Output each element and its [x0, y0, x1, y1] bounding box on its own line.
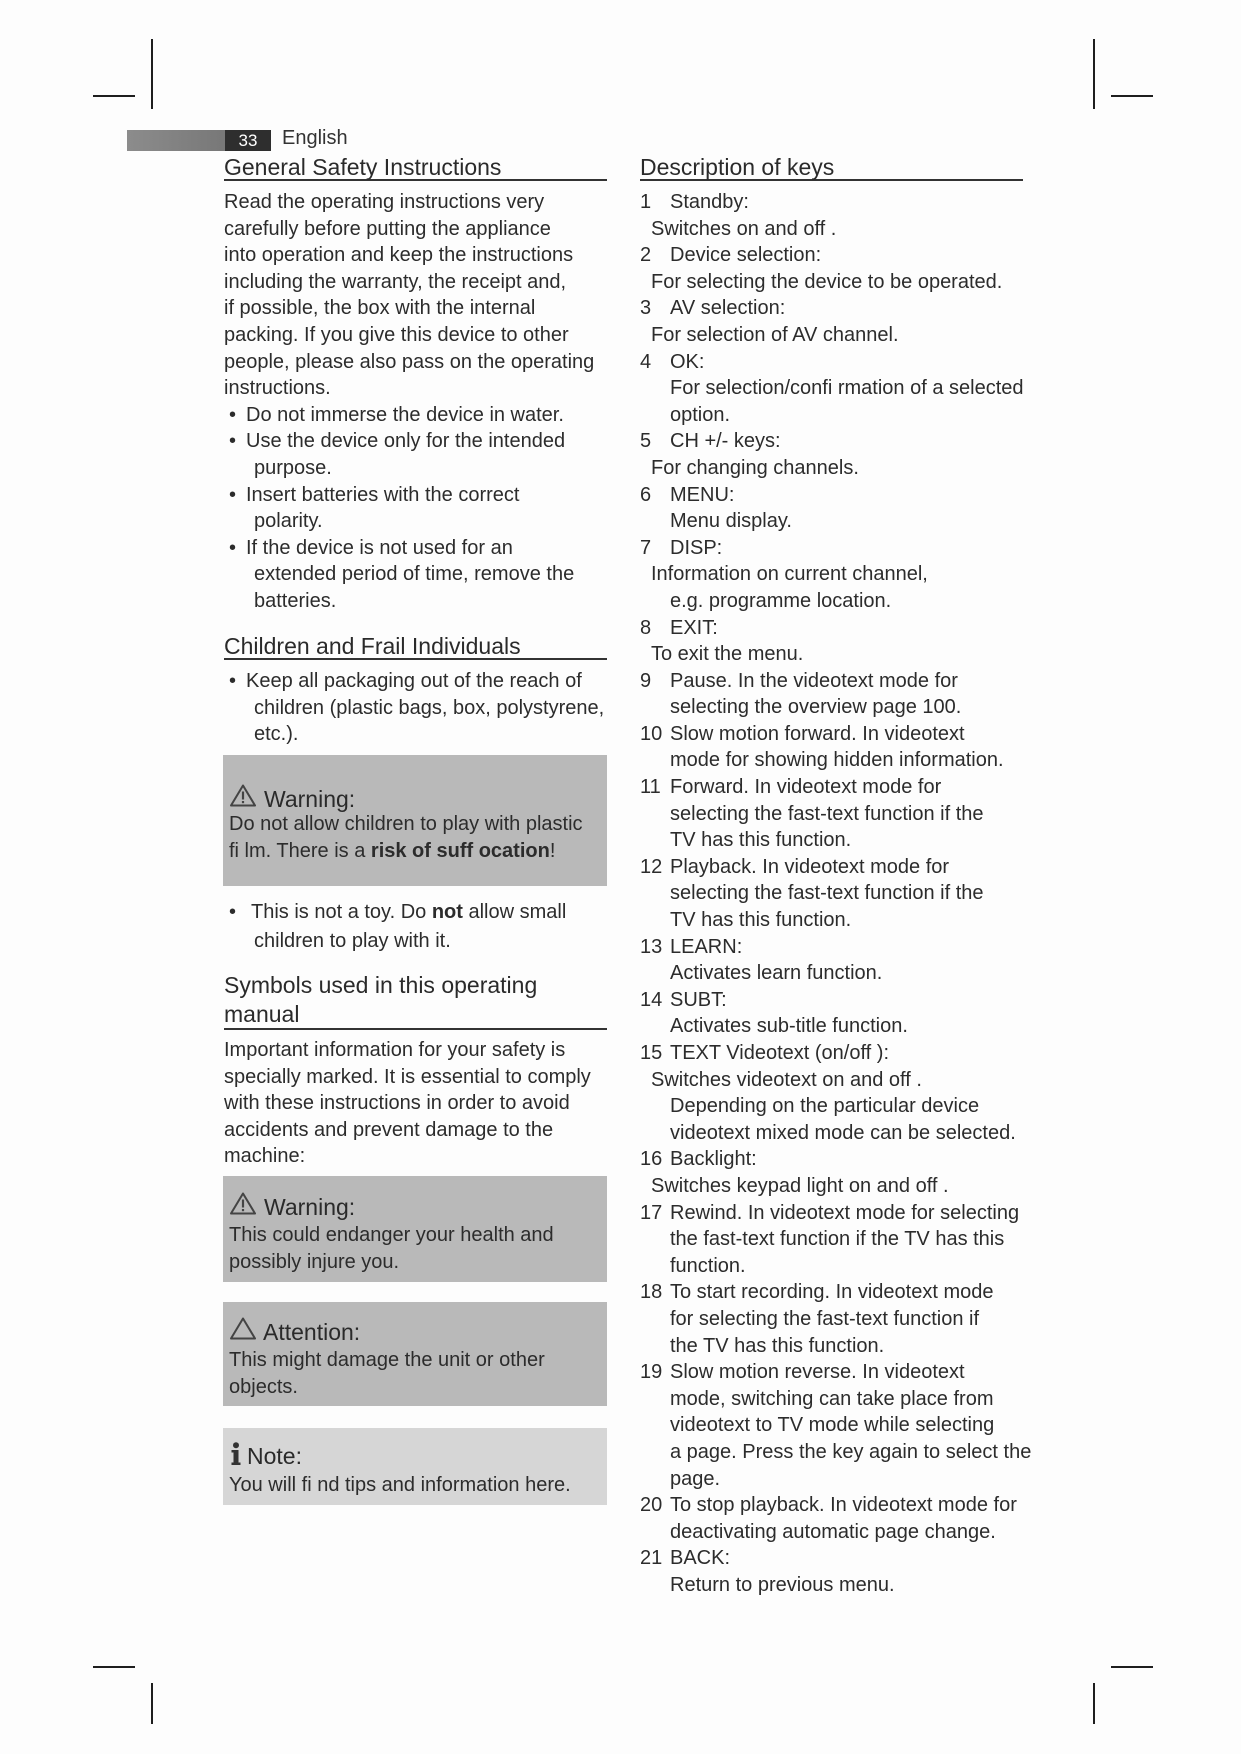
crop-mark — [151, 1683, 153, 1724]
bullet-text: This is not a toy. Do — [251, 901, 432, 923]
key-line — [640, 242, 1070, 269]
note-title: Note: — [247, 1443, 302, 1469]
key-description: page. — [670, 1467, 721, 1490]
key-number: 20 — [640, 1494, 663, 1517]
attention-symbol-box — [223, 1302, 607, 1406]
paragraph-line: Important information for your safety is — [224, 1039, 566, 1061]
key-item — [640, 189, 1070, 242]
bullet-symbol: • — [229, 901, 237, 923]
section-heading-symbols — [224, 971, 607, 1030]
bullet-item — [224, 482, 607, 509]
key-label: Pause. In the videotext mode for — [670, 669, 958, 692]
key-description: Switches videotext on and off . — [651, 1068, 922, 1091]
page-number: 33 — [225, 130, 271, 151]
key-number: 11 — [640, 776, 661, 799]
crop-mark — [1111, 95, 1153, 97]
section-heading-children: Children and Frail Individuals — [224, 633, 607, 660]
key-description: Return to previous menu. — [670, 1573, 895, 1596]
bullet-symbol: • — [229, 536, 237, 559]
key-description: videotext mixed mode can be selected. — [670, 1121, 1016, 1144]
key-number: 6 — [640, 483, 652, 506]
heading-line: Symbols used in this operating — [224, 972, 538, 998]
key-description: option. — [670, 403, 731, 426]
key-description: a page. Press the key again to select the — [670, 1440, 1032, 1463]
key-number: 19 — [640, 1361, 663, 1384]
key-label: To start recording. In videotext mode — [670, 1281, 994, 1304]
key-description: Switches keypad light on and off . — [651, 1174, 949, 1197]
key-label: OK: — [670, 350, 705, 373]
note-symbol-box — [223, 1428, 607, 1505]
key-line — [640, 615, 1070, 642]
section-heading-keys: Description of keys — [640, 154, 1023, 181]
key-label: Playback. In videotext mode for — [670, 855, 950, 878]
paragraph-line: including the warranty, the receipt and, — [224, 270, 567, 293]
bullet-item — [224, 668, 607, 695]
crop-mark — [1093, 39, 1095, 109]
bullet-text: etc.). — [254, 723, 299, 746]
bullet-symbol: • — [229, 403, 237, 426]
bullet-item — [224, 428, 607, 455]
key-number: 9 — [640, 669, 652, 692]
key-number: 14 — [640, 988, 663, 1011]
warning-triangle-icon — [230, 784, 256, 812]
key-item — [640, 854, 1070, 934]
bullet-item — [224, 402, 607, 429]
crop-mark — [1111, 1666, 1153, 1668]
key-number: 12 — [640, 855, 663, 878]
key-number: 4 — [640, 350, 652, 373]
key-label: Slow motion forward. In videotext — [670, 722, 965, 745]
attention-line: objects. — [229, 1375, 298, 1398]
bullet-text: Keep all packaging out of the reach of — [246, 670, 582, 692]
key-line — [640, 1200, 1070, 1227]
key-line — [640, 1279, 1070, 1306]
language-label: English — [282, 127, 348, 149]
key-description: the TV has this function. — [670, 1334, 885, 1357]
key-line — [640, 1040, 1070, 1067]
key-label: To stop playback. In videotext mode for — [670, 1494, 1017, 1517]
attention-line: This might damage the unit or other — [229, 1349, 545, 1371]
key-description: function. — [670, 1254, 746, 1277]
key-line — [640, 854, 1070, 881]
bullet-symbol: • — [229, 483, 237, 506]
key-item — [640, 1279, 1070, 1359]
attention-title: Attention: — [263, 1319, 361, 1345]
key-description: Activates sub-title function. — [670, 1015, 908, 1038]
key-item — [640, 428, 1070, 481]
warning-triangle-icon — [230, 1192, 256, 1220]
key-item — [640, 934, 1070, 987]
warning-line: This could endanger your health and — [229, 1224, 554, 1246]
bullet-text: polarity. — [254, 510, 323, 533]
key-number: 15 — [640, 1042, 663, 1064]
key-item — [640, 1359, 1070, 1492]
paragraph-line: if possible, the box with the internal — [224, 297, 536, 320]
key-number: 7 — [640, 536, 652, 559]
key-item — [640, 1146, 1070, 1199]
key-description: selecting the fast-text function if the — [670, 802, 984, 825]
key-number: 3 — [640, 297, 652, 320]
paragraph-line: Read the operating instructions very — [224, 191, 545, 213]
key-line — [640, 987, 1070, 1014]
key-number: 18 — [640, 1281, 663, 1304]
section-heading-general-safety: General Safety Instructions — [224, 154, 607, 181]
key-number: 17 — [640, 1201, 663, 1224]
key-description: for selecting the fast-text function if — [670, 1307, 980, 1330]
key-item — [640, 1492, 1070, 1545]
paragraph-line: packing. If you give this device to other — [224, 323, 569, 346]
paragraph-line: people, please also pass on the operating — [224, 350, 595, 373]
key-description: selecting the fast-text function if the — [670, 882, 984, 905]
warning-text-part: fi lm. There is a — [229, 839, 371, 862]
key-line — [640, 189, 1070, 216]
warning-text — [229, 1222, 554, 1275]
key-label: Device selection: — [670, 244, 822, 267]
key-number: 13 — [640, 935, 663, 958]
crop-mark — [93, 95, 135, 97]
warning-text-part: ! — [549, 839, 556, 862]
bullet-text: allow small — [462, 901, 567, 923]
key-line — [640, 349, 1070, 376]
key-line — [640, 1492, 1070, 1519]
key-label: LEARN: — [670, 935, 743, 958]
key-description: TV has this function. — [670, 829, 852, 852]
key-item — [640, 349, 1070, 429]
key-line — [640, 428, 1070, 455]
bullet-text: batteries. — [254, 589, 337, 612]
children-body — [224, 668, 607, 748]
warning-line — [229, 838, 583, 865]
key-label: BACK: — [670, 1547, 731, 1570]
warning-title: Warning: — [264, 786, 356, 812]
bullet-item — [224, 535, 607, 562]
key-label: EXIT: — [670, 616, 718, 639]
key-description: e.g. programme location. — [670, 589, 892, 612]
paragraph-line: specially marked. It is essential to comply — [224, 1065, 591, 1088]
key-label: Slow motion reverse. In videotext — [670, 1361, 965, 1384]
bullet-text: purpose. — [254, 456, 332, 479]
paragraph-line: accidents and prevent damage to the — [224, 1118, 554, 1141]
key-line — [640, 668, 1070, 695]
key-description: For selection/confi rmation of a selected — [670, 377, 1024, 400]
key-label: MENU: — [670, 483, 735, 506]
crop-mark — [1093, 1683, 1095, 1724]
key-description: For changing channels. — [651, 456, 859, 479]
key-number: 8 — [640, 616, 652, 639]
key-description: mode, switching can take place from — [670, 1387, 994, 1410]
bullet-item — [224, 898, 607, 927]
paragraph-line: with these instructions in order to avoid — [224, 1092, 570, 1115]
key-description: For selecting the device to be operated. — [651, 270, 1003, 293]
key-label: Standby: — [670, 191, 749, 213]
key-item — [640, 987, 1070, 1040]
key-description: mode for showing hidden information. — [670, 749, 1004, 772]
keys-list — [640, 189, 1070, 1598]
key-label: Rewind. In videotext mode for selecting — [670, 1201, 1020, 1224]
symbols-body — [224, 1037, 607, 1170]
warning-emphasis: risk of suff ocation — [370, 839, 550, 862]
key-item — [640, 1200, 1070, 1280]
bullet-text: children (plastic bags, box, polystyrene, — [254, 696, 605, 719]
key-item — [640, 615, 1070, 668]
key-line — [640, 721, 1070, 748]
paragraph-line: instructions. — [224, 377, 331, 400]
key-description: selecting the overview page 100. — [670, 696, 962, 719]
key-label: AV selection: — [670, 297, 786, 320]
key-item — [640, 242, 1070, 295]
key-description: TV has this function. — [670, 909, 852, 932]
key-description: To exit the menu. — [651, 643, 804, 666]
key-line — [640, 482, 1070, 509]
key-number: 10 — [640, 722, 663, 745]
key-label: CH +/- keys: — [670, 430, 781, 453]
key-item — [640, 1545, 1070, 1598]
key-label: Forward. In videotext mode for — [670, 776, 942, 799]
crop-mark — [151, 39, 153, 109]
key-line — [640, 535, 1070, 562]
bullet-text: If the device is not used for an — [246, 536, 513, 559]
key-description: deactivating automatic page change. — [670, 1520, 996, 1543]
key-number: 16 — [640, 1148, 663, 1171]
bullet-text: Use the device only for the intended — [246, 430, 566, 453]
key-item — [640, 482, 1070, 535]
bullet-text: children to play with it. — [254, 930, 451, 952]
warning-box — [223, 755, 607, 886]
key-number: 1 — [640, 191, 652, 213]
key-description: Switches on and off . — [651, 217, 837, 240]
page-number-bar — [127, 130, 271, 151]
general-safety-body — [224, 189, 607, 615]
key-description: Information on current channel, — [651, 563, 928, 586]
key-label: DISP: — [670, 536, 723, 559]
warning-symbol-box — [223, 1176, 607, 1282]
key-line — [640, 1146, 1070, 1173]
key-label: Backlight: — [670, 1148, 757, 1171]
warning-title: Warning: — [264, 1194, 356, 1220]
key-item — [640, 535, 1070, 615]
key-description: Menu display. — [670, 510, 792, 533]
heading-line: manual — [224, 1000, 300, 1027]
crop-mark — [93, 1666, 135, 1668]
bullet-text: Do not immerse the device in water. — [246, 403, 564, 426]
key-line — [640, 774, 1070, 801]
warning-line: possibly injure you. — [229, 1250, 400, 1273]
key-number: 21 — [640, 1547, 663, 1570]
bullet-symbol: • — [229, 430, 237, 453]
key-description: videotext to TV mode while selecting — [670, 1414, 995, 1437]
key-number: 2 — [640, 244, 652, 267]
paragraph-line: carefully before putting the appliance — [224, 217, 551, 240]
key-line — [640, 1359, 1070, 1386]
key-line — [640, 295, 1070, 322]
paragraph-line: into operation and keep the instructions — [224, 244, 574, 267]
note-text — [229, 1472, 571, 1499]
warning-line: Do not allow children to play with plastic — [229, 813, 583, 835]
key-line — [640, 1545, 1070, 1572]
key-description: For selection of AV channel. — [651, 323, 899, 346]
info-icon — [230, 1442, 242, 1471]
key-label: SUBT: — [670, 988, 727, 1011]
key-item — [640, 668, 1070, 721]
triangle-outline-icon — [230, 1317, 256, 1345]
toy-bullet — [224, 898, 607, 956]
attention-text — [229, 1347, 545, 1400]
bullet-emphasis: not — [431, 901, 463, 923]
key-item — [640, 774, 1070, 854]
key-description: the fast-text function if the TV has this — [670, 1228, 1005, 1251]
bullet-symbol: • — [229, 670, 237, 692]
key-line — [640, 934, 1070, 961]
key-item — [640, 1040, 1070, 1146]
key-description: Depending on the particular device — [670, 1095, 980, 1118]
paragraph-line: machine: — [224, 1145, 306, 1168]
bullet-text: extended period of time, remove the — [254, 563, 575, 586]
key-item — [640, 721, 1070, 774]
key-item — [640, 295, 1070, 348]
key-description: Activates learn function. — [670, 962, 883, 985]
bullet-text: Insert batteries with the correct — [246, 483, 520, 506]
note-line: You will fi nd tips and information here. — [229, 1474, 571, 1496]
key-label: TEXT Videotext (on/off ): — [670, 1042, 890, 1064]
warning-text — [229, 811, 583, 864]
key-number: 5 — [640, 430, 652, 453]
